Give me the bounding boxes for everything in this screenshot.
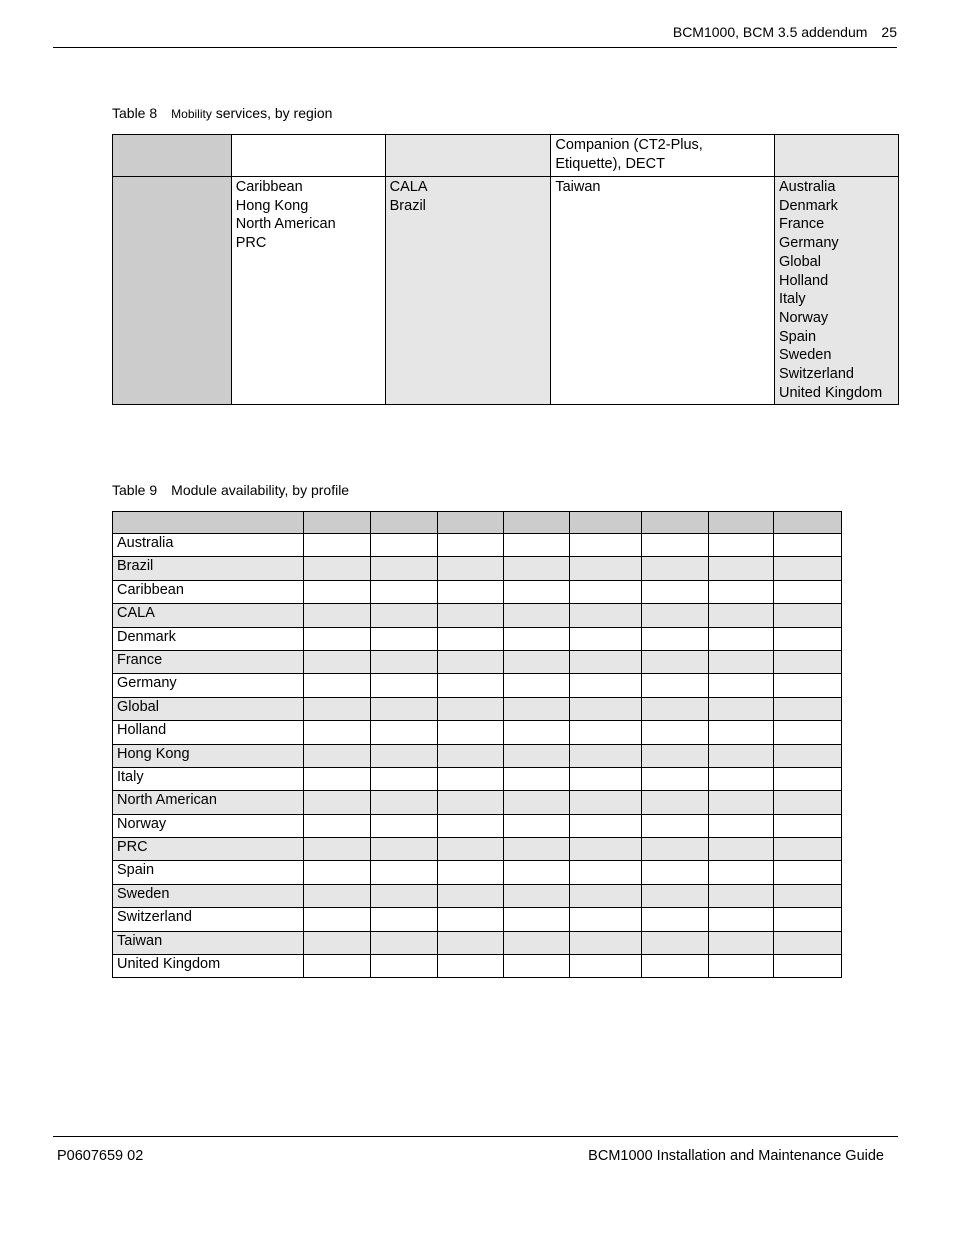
table9-cell bbox=[642, 674, 709, 697]
table9-cell bbox=[642, 534, 709, 557]
table9-cell bbox=[774, 767, 842, 790]
table8-header-cell bbox=[775, 135, 899, 177]
table9-cell bbox=[709, 931, 774, 954]
table9-cell bbox=[709, 908, 774, 931]
table9-cell bbox=[437, 697, 504, 720]
table9-cell bbox=[370, 814, 437, 837]
table9-cell bbox=[370, 557, 437, 580]
table9-row bbox=[113, 955, 842, 978]
table9-cell bbox=[570, 908, 642, 931]
table9-cell bbox=[570, 814, 642, 837]
region-name: Global bbox=[779, 253, 821, 270]
table9-row-label: Caribbean bbox=[113, 580, 304, 603]
table9-cell bbox=[303, 838, 370, 861]
table9-cell bbox=[709, 838, 774, 861]
table9-cell bbox=[774, 955, 842, 978]
table9-row-label: CALA bbox=[113, 604, 304, 627]
table9-header-cell bbox=[113, 512, 304, 534]
table9-cell bbox=[774, 861, 842, 884]
page-header bbox=[53, 22, 897, 48]
table9-row bbox=[113, 861, 842, 884]
table9-cell bbox=[437, 955, 504, 978]
table9-cell bbox=[774, 627, 842, 650]
table9-cell bbox=[370, 744, 437, 767]
region-name: Sweden bbox=[779, 347, 832, 364]
table9-cell bbox=[504, 814, 570, 837]
table9-header-cell bbox=[437, 512, 504, 534]
table9-cell bbox=[570, 931, 642, 954]
table9-cell bbox=[642, 650, 709, 673]
table9-cell bbox=[504, 697, 570, 720]
table9-cell bbox=[303, 791, 370, 814]
table9-cell bbox=[642, 767, 709, 790]
table9-cell bbox=[303, 955, 370, 978]
document-number: P0607659 02 bbox=[57, 1148, 144, 1164]
table9-cell bbox=[437, 674, 504, 697]
table9-cell bbox=[774, 744, 842, 767]
region-name: Switzerland bbox=[779, 366, 854, 383]
table9-row-label: North American bbox=[113, 791, 304, 814]
table9-header-cell bbox=[570, 512, 642, 534]
table9-row-label: France bbox=[113, 650, 304, 673]
table9-caption-number: Table 9 bbox=[112, 482, 158, 498]
table9-cell bbox=[774, 534, 842, 557]
table9-header-cell bbox=[774, 512, 842, 534]
table9-caption bbox=[112, 482, 349, 498]
table9-cell bbox=[709, 604, 774, 627]
table9-cell bbox=[709, 744, 774, 767]
table9-cell bbox=[370, 721, 437, 744]
table9-row-label: Sweden bbox=[113, 884, 304, 907]
table9-cell bbox=[370, 884, 437, 907]
table9-row-label: Switzerland bbox=[113, 908, 304, 931]
table9-cell bbox=[774, 721, 842, 744]
table9-row-label: PRC bbox=[113, 838, 304, 861]
table9-cell bbox=[303, 744, 370, 767]
table9-cell bbox=[303, 697, 370, 720]
table9-cell bbox=[504, 650, 570, 673]
region-name: Holland bbox=[779, 272, 829, 289]
table9-header-row bbox=[113, 512, 842, 534]
table9-cell bbox=[709, 791, 774, 814]
table9-cell bbox=[303, 721, 370, 744]
page-footer bbox=[53, 1136, 898, 1167]
table9-cell bbox=[642, 744, 709, 767]
table9-cell bbox=[437, 791, 504, 814]
table9-cell bbox=[437, 604, 504, 627]
table9-row-label: Australia bbox=[113, 534, 304, 557]
table9-cell bbox=[370, 697, 437, 720]
table9-row bbox=[113, 744, 842, 767]
region-name: Norway bbox=[779, 309, 829, 326]
table8-header-cell bbox=[113, 135, 232, 177]
table9-header-cell bbox=[504, 512, 570, 534]
table9-cell bbox=[504, 767, 570, 790]
table9-cell bbox=[774, 814, 842, 837]
table9-row bbox=[113, 908, 842, 931]
table9-cell bbox=[642, 884, 709, 907]
table8-header-cell bbox=[231, 135, 385, 177]
table9-row bbox=[113, 814, 842, 837]
table9-cell bbox=[642, 604, 709, 627]
table9-caption-text: Module availability, by profile bbox=[171, 482, 350, 498]
table9-cell bbox=[774, 650, 842, 673]
region-name: Hong Kong bbox=[235, 197, 309, 214]
table9-cell bbox=[709, 721, 774, 744]
region-name: Germany bbox=[779, 235, 839, 252]
table9-cell bbox=[642, 838, 709, 861]
table9-cell bbox=[437, 884, 504, 907]
table9-cell bbox=[370, 838, 437, 861]
table9-row bbox=[113, 767, 842, 790]
table9-cell bbox=[642, 627, 709, 650]
table9-row bbox=[113, 557, 842, 580]
table8-caption-number: Table 8 bbox=[112, 105, 158, 121]
table9-cell bbox=[774, 838, 842, 861]
table9-cell bbox=[303, 931, 370, 954]
table9-cell bbox=[504, 744, 570, 767]
table9-row-label: Global bbox=[113, 697, 304, 720]
table9-row bbox=[113, 791, 842, 814]
table8-caption-small-word: Mobility bbox=[171, 107, 212, 121]
table9-cell bbox=[774, 674, 842, 697]
table8-region-list bbox=[551, 177, 775, 405]
table9-row-label: Spain bbox=[113, 861, 304, 884]
table9-cell bbox=[570, 744, 642, 767]
table9-cell bbox=[570, 838, 642, 861]
table9-cell bbox=[709, 884, 774, 907]
table9-row-label: United Kingdom bbox=[113, 955, 304, 978]
table9-cell bbox=[303, 604, 370, 627]
table9-row-label: Taiwan bbox=[113, 931, 304, 954]
table9-cell bbox=[504, 931, 570, 954]
table9-row-label: Holland bbox=[113, 721, 304, 744]
table9-cell bbox=[437, 557, 504, 580]
region-name: France bbox=[779, 216, 825, 233]
table9-row bbox=[113, 838, 842, 861]
table8-region-list bbox=[231, 177, 385, 405]
table9-row bbox=[113, 697, 842, 720]
table9-cell bbox=[370, 650, 437, 673]
table9-module-availability bbox=[112, 511, 842, 978]
table9-cell bbox=[642, 557, 709, 580]
table8-region-list bbox=[775, 177, 899, 405]
table9-cell bbox=[437, 627, 504, 650]
table9-cell bbox=[504, 838, 570, 861]
table9-cell bbox=[370, 861, 437, 884]
guide-title: BCM1000 Installation and Maintenance Guide bbox=[588, 1148, 884, 1164]
table9-cell bbox=[303, 534, 370, 557]
header-text bbox=[673, 24, 897, 40]
table9-cell bbox=[437, 814, 504, 837]
table9-cell bbox=[709, 534, 774, 557]
table9-cell bbox=[642, 861, 709, 884]
table9-cell bbox=[437, 861, 504, 884]
table9-header-cell bbox=[370, 512, 437, 534]
table9-row bbox=[113, 604, 842, 627]
table9-cell bbox=[370, 534, 437, 557]
table9-cell bbox=[709, 861, 774, 884]
region-name: CALA bbox=[389, 179, 428, 195]
table9-row bbox=[113, 674, 842, 697]
table8-region-list bbox=[385, 177, 551, 405]
table9-row-label: Norway bbox=[113, 814, 304, 837]
table9-cell bbox=[709, 627, 774, 650]
table9-cell bbox=[709, 955, 774, 978]
table9-row bbox=[113, 580, 842, 603]
table9-cell bbox=[370, 931, 437, 954]
table9-cell bbox=[504, 557, 570, 580]
header-title: BCM1000, BCM 3.5 addendum bbox=[672, 24, 868, 40]
table9-cell bbox=[774, 884, 842, 907]
table9-cell bbox=[437, 838, 504, 861]
table9-header-cell bbox=[709, 512, 774, 534]
table9-cell bbox=[570, 627, 642, 650]
page-number: 25 bbox=[881, 24, 897, 40]
table9-row bbox=[113, 884, 842, 907]
table9-cell bbox=[570, 767, 642, 790]
table9-cell bbox=[774, 908, 842, 931]
region-name: Taiwan bbox=[555, 179, 601, 195]
table9-cell bbox=[642, 721, 709, 744]
table9-row-label: Germany bbox=[113, 674, 304, 697]
table9-cell bbox=[642, 814, 709, 837]
table9-cell bbox=[370, 791, 437, 814]
table9-cell bbox=[504, 791, 570, 814]
table8-row-label-cell bbox=[113, 177, 232, 405]
table9-cell bbox=[570, 721, 642, 744]
table9-cell bbox=[570, 580, 642, 603]
table9-cell bbox=[303, 908, 370, 931]
table9-cell bbox=[504, 861, 570, 884]
table9-row-label: Italy bbox=[113, 767, 304, 790]
table9-cell bbox=[642, 791, 709, 814]
table9-cell bbox=[437, 744, 504, 767]
table9-cell bbox=[642, 908, 709, 931]
table9-cell bbox=[570, 697, 642, 720]
table9-cell bbox=[303, 627, 370, 650]
region-name: United Kingdom bbox=[779, 384, 883, 401]
table9-row bbox=[113, 931, 842, 954]
table9-cell bbox=[709, 557, 774, 580]
table9-cell bbox=[570, 650, 642, 673]
table9-cell bbox=[504, 674, 570, 697]
region-name: Italy bbox=[779, 291, 806, 308]
table9-cell bbox=[570, 604, 642, 627]
table9-cell bbox=[437, 931, 504, 954]
table9-cell bbox=[504, 908, 570, 931]
table9-cell bbox=[709, 697, 774, 720]
table9-row bbox=[113, 534, 842, 557]
region-name: Brazil bbox=[389, 197, 426, 214]
table9-cell bbox=[774, 697, 842, 720]
table9-cell bbox=[570, 861, 642, 884]
table9-cell bbox=[570, 884, 642, 907]
table9-cell bbox=[370, 674, 437, 697]
table9-cell bbox=[642, 697, 709, 720]
table9-cell bbox=[774, 791, 842, 814]
table9-cell bbox=[303, 767, 370, 790]
table9-cell bbox=[642, 955, 709, 978]
table9-cell bbox=[570, 791, 642, 814]
table9-cell bbox=[437, 767, 504, 790]
table9-cell bbox=[570, 674, 642, 697]
table9-cell bbox=[642, 931, 709, 954]
table9-cell bbox=[504, 884, 570, 907]
table9-cell bbox=[774, 557, 842, 580]
table9-row-label: Hong Kong bbox=[113, 744, 304, 767]
table9-cell bbox=[504, 604, 570, 627]
table9-cell bbox=[504, 627, 570, 650]
table9-cell bbox=[303, 557, 370, 580]
region-name: North American bbox=[235, 216, 336, 233]
table9-header-cell bbox=[642, 512, 709, 534]
table9-body bbox=[113, 512, 842, 978]
table9-header-cell bbox=[303, 512, 370, 534]
table9-cell bbox=[570, 534, 642, 557]
table9-cell bbox=[370, 580, 437, 603]
table9-row-label: Brazil bbox=[113, 557, 304, 580]
table9-cell bbox=[303, 580, 370, 603]
table9-row bbox=[113, 721, 842, 744]
table9-cell bbox=[774, 580, 842, 603]
table9-cell bbox=[370, 604, 437, 627]
table9-cell bbox=[570, 557, 642, 580]
table9-cell bbox=[709, 767, 774, 790]
table9-cell bbox=[370, 908, 437, 931]
table9-cell bbox=[709, 814, 774, 837]
table9-cell bbox=[370, 627, 437, 650]
table9-cell bbox=[774, 604, 842, 627]
table9-cell bbox=[504, 721, 570, 744]
table8-header-row bbox=[113, 135, 899, 177]
table9-row-label: Denmark bbox=[113, 627, 304, 650]
table9-cell bbox=[709, 650, 774, 673]
region-name: PRC bbox=[235, 235, 267, 252]
table9-row bbox=[113, 650, 842, 673]
table9-cell bbox=[303, 814, 370, 837]
table8-caption bbox=[112, 105, 332, 121]
table8-caption-text: services, by region bbox=[211, 105, 333, 121]
table9-cell bbox=[709, 674, 774, 697]
table9-cell bbox=[303, 674, 370, 697]
table9-cell bbox=[437, 721, 504, 744]
table9-cell bbox=[504, 580, 570, 603]
region-name: Spain bbox=[779, 328, 817, 345]
table9-cell bbox=[303, 650, 370, 673]
region-name: Caribbean bbox=[235, 179, 303, 195]
table9-cell bbox=[437, 534, 504, 557]
table8-body-row bbox=[113, 177, 899, 405]
table8-header-cell: Companion (CT2-Plus, Etiquette), DECT bbox=[551, 135, 775, 177]
table9-cell bbox=[370, 955, 437, 978]
table9-cell bbox=[504, 955, 570, 978]
table8-header-cell bbox=[385, 135, 551, 177]
table9-cell bbox=[437, 650, 504, 673]
table8-mobility-services bbox=[112, 134, 899, 405]
table9-cell bbox=[303, 884, 370, 907]
table9-cell bbox=[370, 767, 437, 790]
table9-cell bbox=[437, 908, 504, 931]
table9-cell bbox=[774, 931, 842, 954]
table9-row bbox=[113, 627, 842, 650]
table9-cell bbox=[570, 955, 642, 978]
region-name: Australia bbox=[779, 179, 836, 195]
region-name: Denmark bbox=[779, 197, 838, 214]
table9-cell bbox=[709, 580, 774, 603]
table9-cell bbox=[642, 580, 709, 603]
table9-cell bbox=[504, 534, 570, 557]
table9-cell bbox=[303, 861, 370, 884]
table9-cell bbox=[437, 580, 504, 603]
